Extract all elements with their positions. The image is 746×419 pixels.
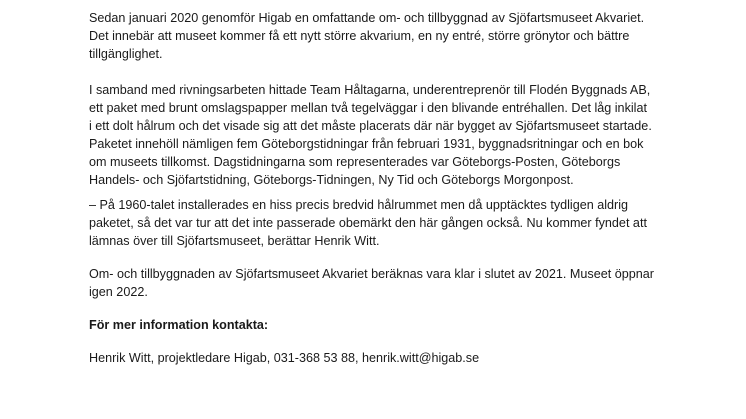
text-line: om museets tillkomst. Dagstidningarna som representerades var Göteborgs-Posten, Göteborgs [89,155,621,170]
text-line: tillgänglighet. [89,47,163,62]
text-line: Det innebär att museet kommer få ett nytt större akvarium, en ny entré, större grönytor och bättre [89,29,630,44]
text-line: Paketet innehöll nämligen fem Göteborgstidningar från februari 1931, byggnadsritningar och en bok [89,137,644,152]
text-line: – På 1960-talet installerades en hiss precis bredvid hålrummet men då upptäcktes tydligen aldrig [89,198,629,212]
text-line: lämnas över till Sjöfartsmuseet, berättar Henrik Witt. [89,234,380,249]
text-line: Handels- och Sjöfartstidning, Göteborgs-Tidningen, Ny Tid och Göteborgs Morgonpost. [89,173,574,188]
paragraph-quote [89,196,647,250]
text-line: Sedan januari 2020 genomför Higab en omfattande om- och tillbyggnad av Sjöfartsmuseet Akvariet. [89,11,645,25]
contact-heading-text: För mer information kontakta: [89,318,269,332]
text-line: paketet, så det var tur att det inte passerade obemärkt den här gången också. Nu kommer fyndet att [89,216,647,231]
contact-details-text: Henrik Witt, projektledare Higab, 031-368 53 88, henrik.witt@higab.se [89,351,480,365]
text-line: i ett dolt hålrum och det visade sig att det måste placerats där när bygget av Sjöfartsmuseet startade. [89,119,652,134]
contact-details [89,349,479,367]
text-line: igen 2022. [89,285,148,300]
paragraph-completion [89,265,654,301]
contact-heading [89,316,268,334]
text-line: I samband med rivningsarbeten hittade Team Håltagarna, underentreprenör till Flodén Byggnads AB, [89,83,651,97]
text-line: ett paket med brunt omslagspapper mellan två tegelväggar i den blivande entréhallen. Det låg inkilat [89,101,647,116]
text-line: Om- och tillbyggnaden av Sjöfartsmuseet Akvariet beräknas vara klar i slutet av 2021. Museet öppnar [89,267,654,281]
paragraph-renovation-intro [89,9,644,63]
paragraph-package-discovery [89,81,652,190]
